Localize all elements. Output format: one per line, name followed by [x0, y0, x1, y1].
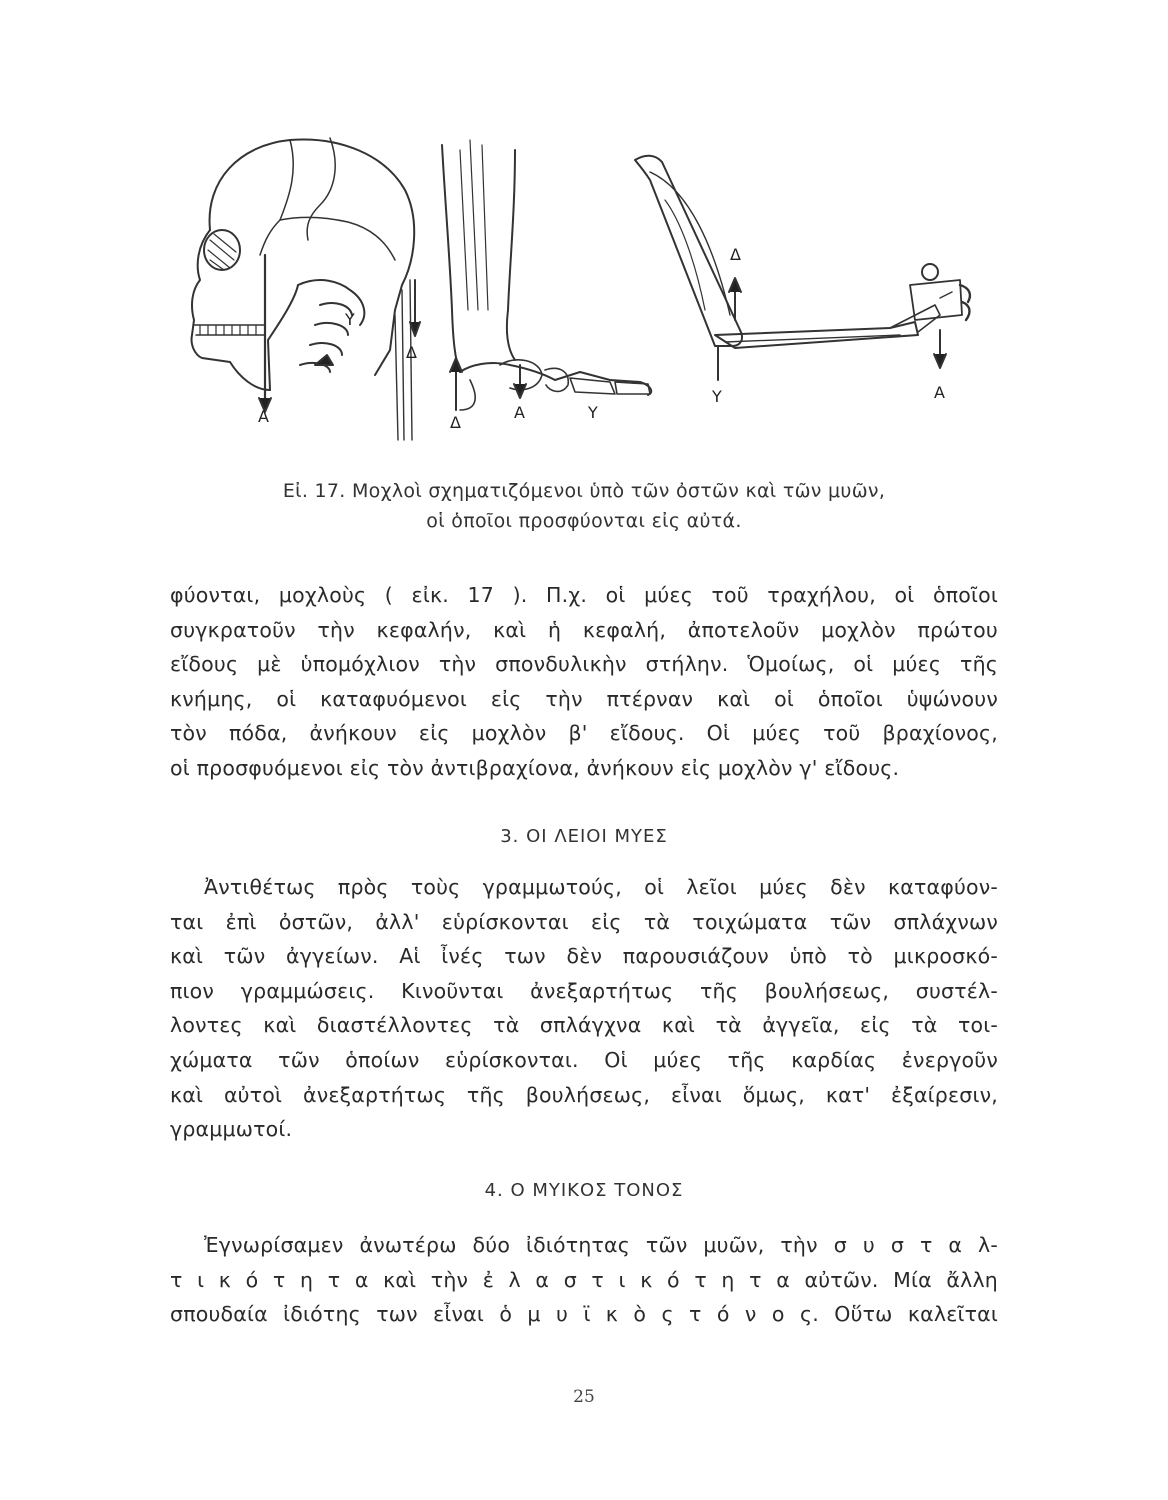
paragraph-smooth-muscles: [170, 870, 998, 1147]
lever-figure-drawing: [170, 110, 990, 450]
text-line: τ ι κ ό τ η τ α καὶ τὴν ἐ λ α σ τ ι κ ό τ η τ α αὐτῶν. Μία ἄλλη: [170, 1267, 998, 1292]
label-arm-y: Y: [712, 387, 722, 406]
lever-figure: [170, 110, 990, 450]
text-line: ται ἐπὶ ὀστῶν, ἀλλ' εὑρίσκονται εἰς τὰ τοιχώματα τῶν σπλάχνων: [170, 909, 998, 934]
arm-lever-drawing: [635, 156, 970, 380]
text-line: φύονται, μοχλοὺς ( εἰκ. 17 ). Π.χ. οἱ μύες τοῦ τραχήλου, οἱ ὁποῖοι: [170, 583, 998, 607]
text-line: πιον γραμμώσεις. Κινοῦνται ἀνεξαρτήτως τῆς βουλήσεως, συστέλ-: [170, 978, 998, 1003]
label-head-d: Δ: [406, 343, 417, 362]
label-head-a: A: [258, 407, 269, 426]
text-line: χώματα τῶν ὁποίων εὑρίσκονται. Οἱ μύες τῆς καρδίας ἐνεργοῦν: [170, 1047, 998, 1072]
label-arm-d: Δ: [730, 245, 741, 264]
figure-caption-line-2: οἱ ὁποῖοι προσφύονται εἰς αὐτά.: [426, 510, 742, 532]
text-line: Ἐγνωρίσαμεν ἀνωτέρω δύο ἰδιότητας τῶν μυῶν, τὴν σ υ σ τ α λ-: [204, 1233, 998, 1257]
figure-caption-line-1: Εἰ. 17. Μοχλοὶ σχηματιζόμενοι ὑπὸ τῶν ὀστῶν καὶ τῶν μυῶν,: [282, 480, 886, 502]
section-4-heading: 4. Ο ΜΥΙΚΟΣ ΤΟΝΟΣ: [484, 1180, 684, 1201]
label-foot-d: Δ: [450, 413, 461, 432]
text-line: Ἀντιθέτως πρὸς τοὺς γραμμωτούς, οἱ λεῖοι μύες δὲν καταφύον-: [204, 875, 998, 899]
label-foot-a: A: [514, 403, 525, 422]
text-line: γραμμωτοί.: [170, 1117, 293, 1142]
label-foot-y: Y: [588, 403, 598, 422]
label-arm-a: A: [934, 383, 945, 402]
text-line: οἱ προσφυόμενοι εἰς τὸν ἀντιβραχίονα, ἀνήκουν εἰς μοχλὸν γ' εἴδους.: [170, 755, 900, 780]
text-line: λοντες καὶ διαστέλλοντες τὰ σπλάγχνα καὶ τὰ ἀγγεῖα, εἰς τὰ τοι-: [170, 1013, 998, 1038]
section-3-heading: 3. ΟΙ ΛΕΙΟΙ ΜΥΕΣ: [500, 826, 668, 847]
foot-lever-drawing: [442, 140, 651, 410]
text-line: εἴδους μὲ ὑπομόχλιον τὴν σπονδυλικὴν στήλην. Ὁμοίως, οἱ μύες τῆς: [170, 652, 998, 677]
text-line: καὶ αὐτοὶ ἀνεξαρτήτως τῆς βουλήσεως, εἶναι ὅμως, κατ' ἐξαίρεσιν,: [170, 1082, 998, 1107]
text-line: τὸν πόδα, ἀνήκουν εἰς μοχλὸν β' εἴδους. Οἱ μύες τοῦ βραχίονος,: [170, 721, 998, 746]
paragraph-muscle-tone: [170, 1228, 998, 1332]
text-line: συγκρατοῦν τὴν κεφαλήν, καὶ ἡ κεφαλή, ἀποτελοῦν μοχλὸν πρώτου: [170, 617, 998, 642]
label-head-y: Y: [345, 310, 355, 329]
page-number: 25: [573, 1387, 595, 1407]
text-line: καὶ τῶν ἀγγείων. Αἱ ἶνές των δὲν παρουσιάζουν ὑπὸ τὸ μικροσκό-: [170, 944, 998, 969]
skull-lever-drawing: [192, 138, 420, 440]
text-line: σπουδαία ἰδιότης των εἶναι ὁ μ υ ϊ κ ὸ ς τ ό ν ο ς. Οὕτω καλεῖται: [170, 1302, 998, 1327]
paragraph-levers: [170, 578, 998, 786]
text-line: κνήμης, οἱ καταφυόμενοι εἰς τὴν πτέρναν καὶ οἱ ὁποῖοι ὑψώνουν: [170, 686, 998, 711]
